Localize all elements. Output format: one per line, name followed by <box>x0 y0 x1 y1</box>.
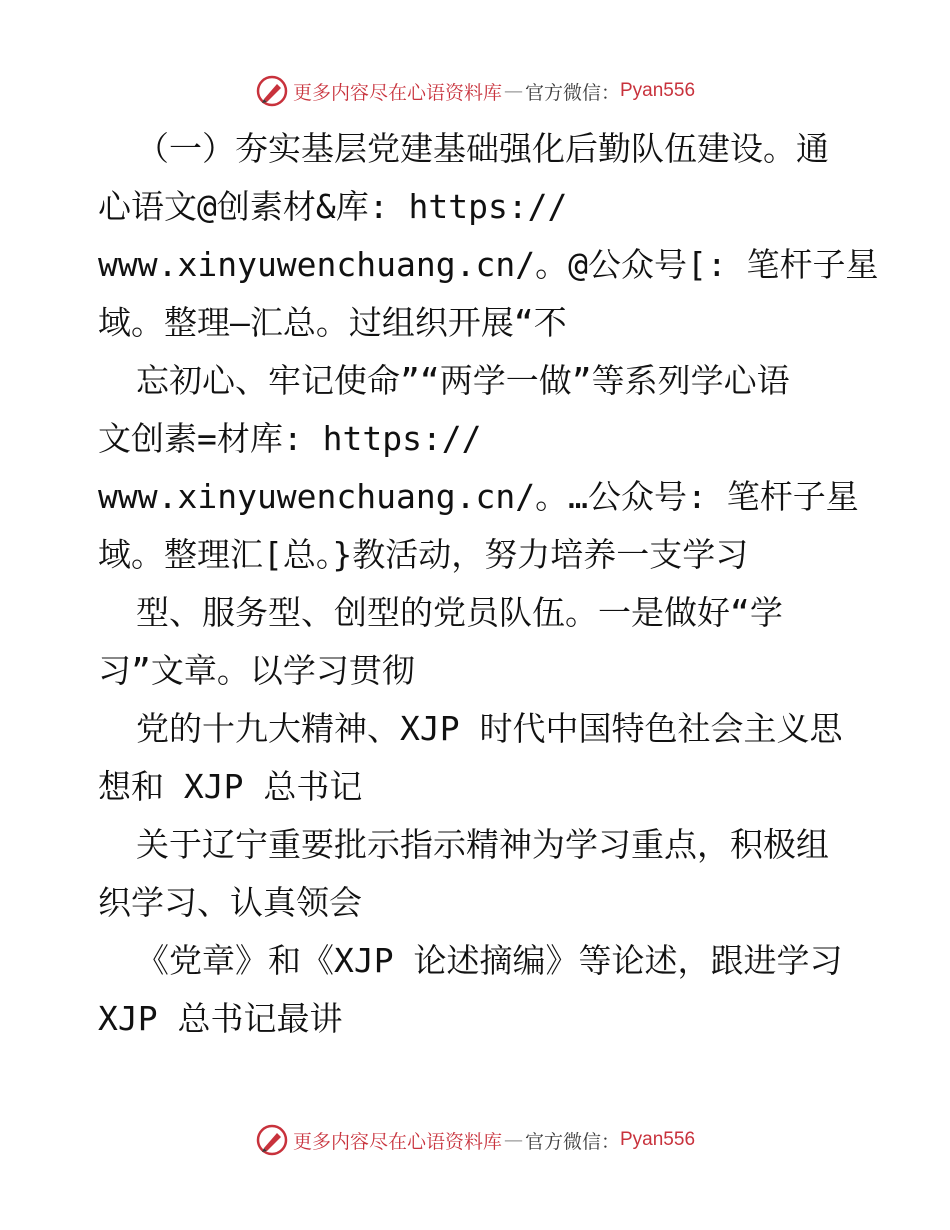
footer-wechat-label: 官方微信： <box>524 1130 620 1153</box>
pen-logo-icon <box>255 1123 289 1157</box>
text-line: 《党章》和《XJP 论述摘编》等论述，跟进学习 <box>136 941 843 980</box>
text-line: 织学习、认真领会 <box>98 883 362 922</box>
text-line: 文创素=材库: https:// <box>98 419 482 458</box>
pen-logo-icon <box>255 74 289 108</box>
text-line: 想和 XJP 总书记 <box>98 767 363 806</box>
text-line: www.xinyuwenchuang.cn/。@公众号[: 笔杆子星 <box>98 245 879 284</box>
header-wechat-label: 官方微信： <box>524 81 620 104</box>
header-wechat-id: Pyan556 <box>620 80 696 101</box>
footer-banner <box>0 1120 950 1160</box>
footer-dash: — <box>503 1129 523 1151</box>
header-slogan: 更多内容尽在心语资料库 <box>292 81 502 104</box>
text-line: 域。整理—汇总。过组织开展“不 <box>98 303 567 342</box>
footer-slogan: 更多内容尽在心语资料库 <box>292 1130 502 1153</box>
text-line: 习”文章。以学习贯彻 <box>98 651 415 690</box>
text-line: 忘初心、牢记使命”“两学一做”等系列学心语 <box>136 361 790 400</box>
text-line: 党的十九大精神、XJP 时代中国特色社会主义思 <box>136 709 843 748</box>
footer-wechat-id: Pyan556 <box>620 1129 696 1150</box>
text-line: 关于辽宁重要批示指示精神为学习重点，积极组 <box>136 825 829 864</box>
text-line: 心语文@创素材&库: https:// <box>98 187 568 226</box>
text-line: www.xinyuwenchuang.cn/。…公众号: 笔杆子星 <box>98 477 859 516</box>
text-line: XJP 总书记最讲 <box>98 999 343 1038</box>
document-body <box>98 120 879 1048</box>
header-dash: — <box>503 80 523 102</box>
text-line: 型、服务型、创型的党员队伍。一是做好“学 <box>136 593 783 632</box>
header-banner <box>0 71 950 111</box>
text-line: 域。整理汇[总。}教活动，努力培养一支学习 <box>98 535 749 574</box>
text-line: （一）夯实基层党建基础强化后勤队伍建设。通 <box>136 129 829 168</box>
